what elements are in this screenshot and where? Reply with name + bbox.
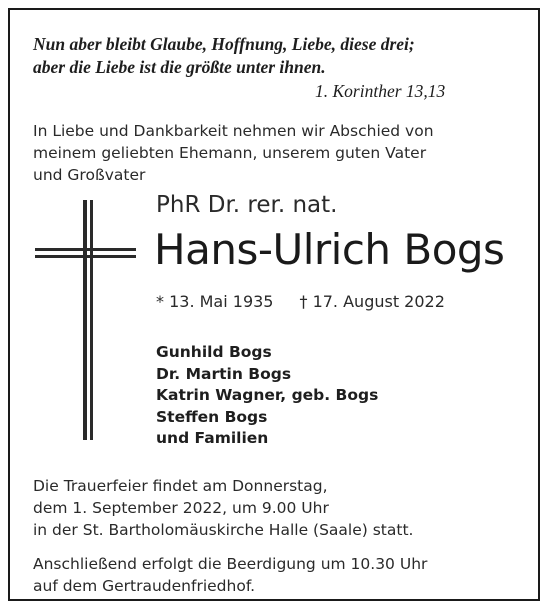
academic-title: PhR Dr. rer. nat.	[156, 192, 338, 218]
service-line: in der St. Bartholomäuskirche Halle (Saale) statt.	[33, 521, 414, 539]
intro-line: und Großvater	[33, 166, 146, 184]
burial-line: auf dem Gertraudenfriedhof.	[33, 577, 256, 595]
service-details	[33, 475, 513, 541]
verse-line: Nun aber bleibt Glaube, Hoffnung, Liebe, diese drei;	[33, 34, 415, 54]
cross-vertical-bar	[83, 200, 87, 440]
intro-text	[33, 120, 503, 186]
burial-line: Anschließend erfolgt die Beerdigung um 10.30 Uhr	[33, 555, 428, 573]
mourner: Steffen Bogs	[156, 407, 268, 426]
obituary-notice	[8, 8, 540, 601]
mourner: Dr. Martin Bogs	[156, 364, 292, 383]
cross-vertical-bar	[90, 200, 93, 440]
birth-date: * 13. Mai 1935	[156, 292, 274, 311]
cross-horizontal-bar	[35, 255, 136, 258]
mourner: Gunhild Bogs	[156, 343, 272, 361]
deceased-name: Hans-Ulrich Bogs	[154, 225, 505, 274]
verse-reference: 1. Korinther 13,13	[315, 81, 446, 101]
mourners-list	[156, 342, 378, 450]
bible-verse	[33, 33, 453, 79]
burial-details	[33, 553, 513, 597]
mourner: und Familien	[156, 429, 269, 447]
intro-line: meinem geliebten Ehemann, unserem guten Vater	[33, 144, 427, 162]
death-date: † 17. August 2022	[299, 292, 445, 311]
mourner: Katrin Wagner, geb. Bogs	[156, 386, 379, 404]
intro-line: In Liebe und Dankbarkeit nehmen wir Abschied von	[33, 122, 434, 140]
cross-horizontal-bar	[35, 248, 136, 251]
service-line: dem 1. September 2022, um 9.00 Uhr	[33, 499, 329, 517]
verse-line: aber die Liebe ist die größte unter ihnen.	[33, 57, 326, 77]
service-line: Die Trauerfeier findet am Donnerstag,	[33, 477, 328, 495]
life-dates	[156, 292, 445, 311]
